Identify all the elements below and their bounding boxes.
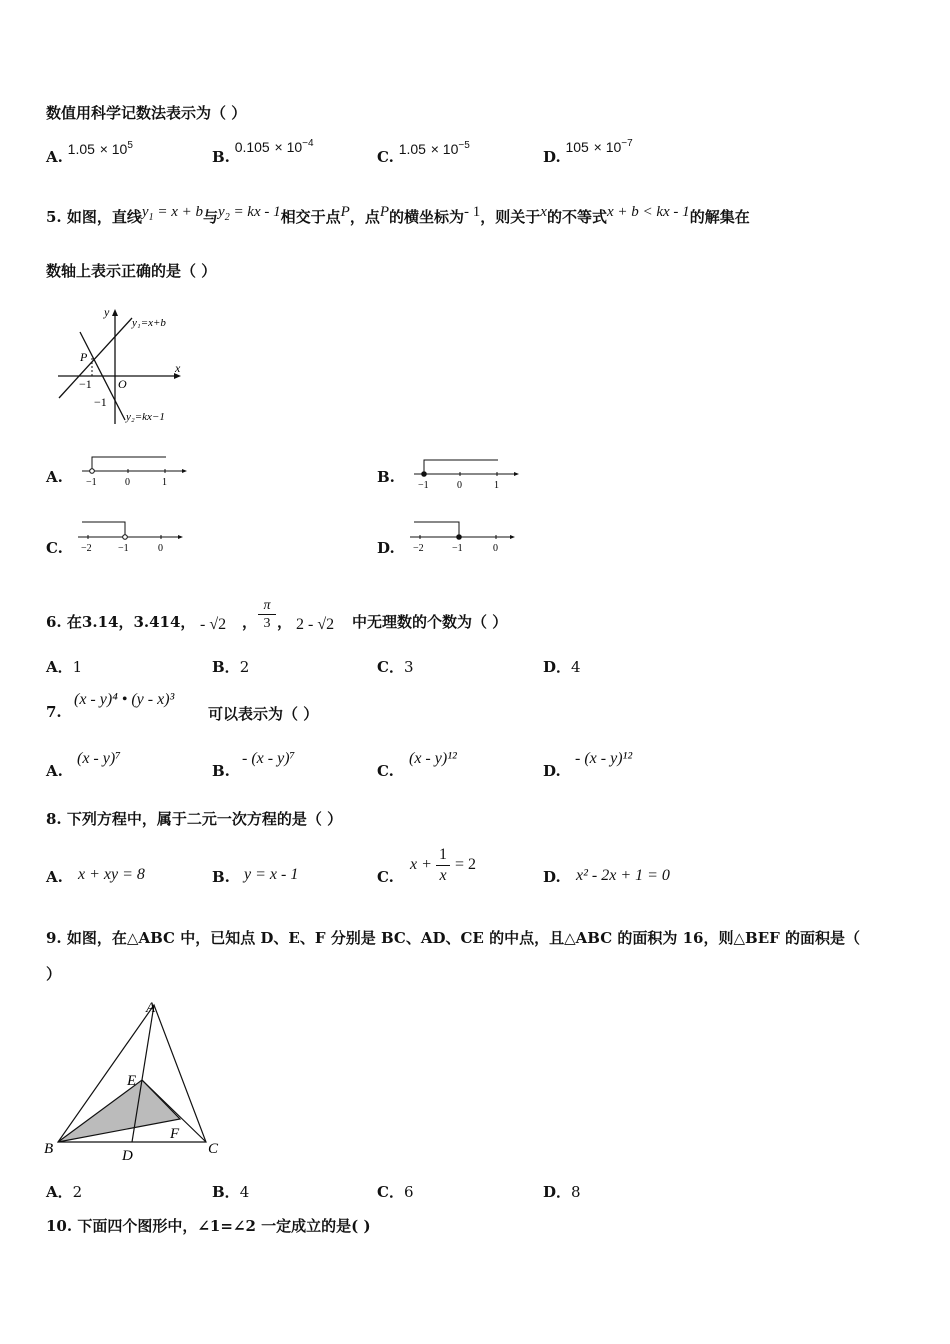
option-times: × 10 xyxy=(99,141,128,157)
q8-option-d[interactable] xyxy=(543,868,561,886)
q8-option-c-pre: x + xyxy=(410,856,432,873)
label-b: B xyxy=(44,1141,54,1157)
neg-sqrt2: - √2 xyxy=(200,616,227,633)
open-point xyxy=(90,469,95,474)
option-label: A. xyxy=(46,468,63,486)
y1-expr: = x + b xyxy=(153,204,203,220)
stem-text: 在3.14，3.414， xyxy=(66,613,196,631)
stem-text: 的解集在 xyxy=(689,208,750,226)
tick-label: 0 xyxy=(125,477,130,488)
q9-option-b[interactable] xyxy=(212,1181,249,1202)
q6-option-c[interactable] xyxy=(377,656,414,677)
question-number: 10. xyxy=(46,1217,73,1235)
tick-label: −2 xyxy=(413,543,424,554)
neg-one: - 1 xyxy=(464,204,481,220)
q6-stem-end: 中无理数的个数为（ ） xyxy=(352,613,508,631)
q7-option-d-expr: - (x - y)¹² xyxy=(575,750,633,767)
axis-arrow xyxy=(178,535,183,539)
option-label: B． xyxy=(212,658,240,676)
p-label: P xyxy=(80,350,88,364)
option-label: C． xyxy=(377,658,404,676)
option-value: 6 xyxy=(403,1183,414,1201)
q5-option-b[interactable] xyxy=(377,468,395,486)
inequality: x + b < kx - 1 xyxy=(606,204,690,220)
label-d: D xyxy=(122,1148,133,1164)
label-e: E xyxy=(127,1073,137,1089)
option-label: D． xyxy=(543,658,572,676)
option-label: D. xyxy=(543,762,561,780)
option-label: A. xyxy=(46,868,63,886)
q8-stem xyxy=(46,808,342,829)
option-label: C． xyxy=(377,1183,404,1201)
q4-option-c[interactable] xyxy=(377,140,470,166)
option-mantissa: 105 xyxy=(565,139,589,155)
tick-label: 0 xyxy=(158,543,163,554)
x-label: x xyxy=(175,361,181,375)
option-value: 8 xyxy=(571,1183,581,1201)
option-label: B. xyxy=(212,868,230,886)
tick-label: −1 xyxy=(118,543,129,554)
q4-option-b[interactable] xyxy=(212,138,314,166)
option-value: 2 xyxy=(239,658,250,676)
fraction-denominator: x xyxy=(439,867,447,884)
option-label: A． xyxy=(46,1183,73,1201)
q6-option-b[interactable] xyxy=(212,656,249,677)
label-a: A xyxy=(146,1000,156,1016)
stem-text: 的不等式 xyxy=(546,208,607,226)
q5-option-c-numberline[interactable] xyxy=(74,518,190,558)
q4-option-a[interactable] xyxy=(46,140,133,166)
option-label: C. xyxy=(377,762,394,780)
stem-text: 下面四个图形中，∠1=∠2 一定成立的是( ) xyxy=(77,1217,371,1235)
solution-ray xyxy=(414,522,459,537)
label-f: F xyxy=(170,1126,180,1142)
y-arrow xyxy=(112,309,118,316)
option-exp: 5 xyxy=(127,140,133,151)
question-number: 6. xyxy=(46,613,62,631)
option-label: B． xyxy=(212,1183,240,1201)
q8-option-a[interactable] xyxy=(46,868,63,886)
q5-option-d[interactable] xyxy=(377,539,395,557)
option-label: D. xyxy=(377,539,395,557)
option-label: B. xyxy=(212,762,230,780)
stem-text: 与 xyxy=(203,208,219,226)
pi-numerator: π xyxy=(258,597,276,615)
minus-one-x-label: −1 xyxy=(79,377,92,391)
option-label: C. xyxy=(377,148,394,166)
q9-option-d[interactable] xyxy=(543,1181,581,1202)
q4-option-d[interactable] xyxy=(543,138,633,166)
q10-stem xyxy=(46,1215,371,1236)
tick-label: 0 xyxy=(493,543,498,554)
option-label: A. xyxy=(46,148,63,166)
q8-option-d-expr: x² - 2x + 1 = 0 xyxy=(576,867,670,884)
tick-label: −1 xyxy=(452,543,463,554)
stem-text: 下列方程中，属于二元一次方程的是（ ） xyxy=(66,810,343,828)
q9-triangle-figure xyxy=(40,995,230,1165)
q4-stem: 数值用科学记数法表示为（ ） xyxy=(46,104,247,122)
tick-label: −1 xyxy=(86,477,97,488)
line1-label: y₁=x+b xyxy=(132,317,166,329)
q9-stem xyxy=(46,927,860,948)
q5-option-a-numberline[interactable] xyxy=(76,452,192,492)
q6-option-a[interactable] xyxy=(46,656,82,677)
y2-sub: 2 xyxy=(224,212,230,223)
stem-text: 如图，在△ABC 中，已知点 D、E、F 分别是 BC、AD、CE 的中点，且△ABC 的面积为 16，则△BEF 的面积是（ xyxy=(66,929,860,947)
option-mantissa: 1.05 xyxy=(67,141,95,157)
q7-option-c[interactable] xyxy=(377,762,394,780)
option-exp: −7 xyxy=(621,138,633,149)
q8-option-c[interactable] xyxy=(377,868,394,886)
stem-text: ，点 xyxy=(349,208,380,226)
q8-option-a-expr: x + xy = 8 xyxy=(78,866,145,883)
question-number: 5. xyxy=(46,208,62,226)
y1-var: y xyxy=(141,204,149,220)
stem-text: ，则关于 xyxy=(480,208,541,226)
axis-arrow xyxy=(182,469,187,473)
q7-option-a[interactable] xyxy=(46,762,63,780)
y2-var: y xyxy=(218,204,225,220)
q5-option-c[interactable] xyxy=(46,539,63,557)
option-value: 4 xyxy=(571,658,581,676)
option-times: × 10 xyxy=(274,139,303,155)
q9-stem-end: ） xyxy=(46,965,62,983)
open-point xyxy=(123,535,128,540)
two-minus-sqrt2: 2 - √2 xyxy=(296,616,335,633)
option-label: D. xyxy=(543,868,561,886)
shaded-triangle-bef xyxy=(58,1080,180,1142)
question-number: 8. xyxy=(46,810,62,828)
option-label: C. xyxy=(377,868,394,886)
q5-stem-line1 xyxy=(46,206,750,229)
solution-ray xyxy=(82,522,125,537)
q5-option-b-numberline[interactable] xyxy=(408,455,524,495)
q6-stem xyxy=(46,611,195,632)
option-value: 1 xyxy=(72,658,83,676)
q7-option-d[interactable] xyxy=(543,762,561,780)
closed-point xyxy=(457,535,462,540)
y2-expr: = kx - 1 xyxy=(229,204,281,220)
option-label: A． xyxy=(46,658,73,676)
closed-point xyxy=(422,472,427,477)
option-label: C. xyxy=(46,539,63,557)
origin-label: O xyxy=(118,377,127,391)
tick-label: 1 xyxy=(494,480,499,491)
q5-option-d-numberline[interactable] xyxy=(406,518,522,558)
comma: ， xyxy=(242,613,258,631)
y1-symbol xyxy=(141,204,203,223)
option-exp: −5 xyxy=(458,140,470,151)
y-label: y xyxy=(104,305,110,319)
option-mantissa: 0.105 xyxy=(234,139,270,155)
minus-one-y-label: −1 xyxy=(94,395,107,409)
fraction-numerator: 1 xyxy=(436,845,450,866)
q7-option-c-expr: (x - y)¹² xyxy=(409,750,457,767)
tick-label: −1 xyxy=(418,480,429,491)
option-label: A. xyxy=(46,762,63,780)
option-value: 3 xyxy=(403,658,414,676)
q5-option-a[interactable] xyxy=(46,468,63,486)
tick-label: 0 xyxy=(457,480,462,491)
q8-option-b[interactable] xyxy=(212,868,230,886)
option-times: × 10 xyxy=(593,139,622,155)
label-c: C xyxy=(208,1141,219,1157)
axis-arrow xyxy=(514,472,519,476)
option-mantissa: 1.05 xyxy=(398,141,426,157)
q7-option-b[interactable] xyxy=(212,762,230,780)
line2-label: y₂=kx−1 xyxy=(126,411,165,423)
q8-option-c-fraction xyxy=(436,845,450,886)
pi-over-3 xyxy=(258,597,276,632)
q8-option-c-post: = 2 xyxy=(455,856,477,873)
stem-text: 的横坐标为 xyxy=(389,208,465,226)
option-label: D． xyxy=(543,1183,572,1201)
tick-label: −2 xyxy=(81,543,92,554)
stem-text: 如图，直线 xyxy=(66,208,142,226)
solution-ray xyxy=(424,460,498,474)
y2-symbol xyxy=(218,204,281,223)
y1-sub: 1 xyxy=(148,212,154,223)
stem-text: 相交于点 xyxy=(280,208,341,226)
option-value: 4 xyxy=(239,1183,250,1201)
option-exp: −4 xyxy=(302,138,314,149)
axis-arrow xyxy=(510,535,515,539)
q6-option-d[interactable] xyxy=(543,656,581,677)
q7-stem: 可以表示为（ ） xyxy=(208,705,319,723)
tick-label: 1 xyxy=(162,477,167,488)
q7-option-a-expr: (x - y)⁷ xyxy=(77,750,121,767)
option-times: × 10 xyxy=(430,141,459,157)
q5-graph xyxy=(52,302,202,430)
point-p: P xyxy=(340,204,350,220)
option-label: B. xyxy=(377,468,395,486)
point-p: P xyxy=(379,204,389,220)
q9-option-a[interactable] xyxy=(46,1181,82,1202)
q7-number: 7. xyxy=(46,703,62,721)
solution-ray xyxy=(92,457,166,471)
q8-option-b-expr: y = x - 1 xyxy=(244,866,299,883)
q9-option-c[interactable] xyxy=(377,1181,414,1202)
question-number: 9. xyxy=(46,929,62,947)
pi-denominator: 3 xyxy=(263,616,271,631)
option-value: 2 xyxy=(72,1183,83,1201)
option-label: D. xyxy=(543,148,561,166)
comma: ， xyxy=(277,613,293,631)
q7-expression: (x - y)⁴ • (y - x)³ xyxy=(74,691,175,708)
option-label: B. xyxy=(212,148,230,166)
q7-option-b-expr: - (x - y)⁷ xyxy=(242,750,296,767)
var-x: x xyxy=(540,204,547,220)
q5-stem-line2: 数轴上表示正确的是（ ） xyxy=(46,262,217,280)
